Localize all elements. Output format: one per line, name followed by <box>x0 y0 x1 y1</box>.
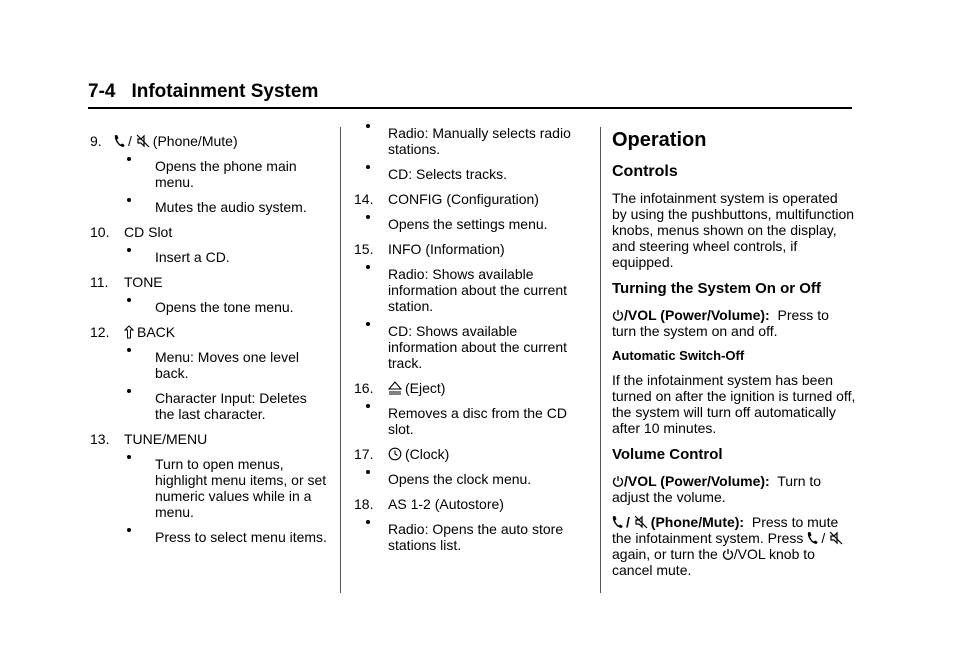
paragraph-phone-mute: / (Phone/Mute): Press to mute the infotainment system. Press / again, or turn the /VOL knob to cancel mute. <box>612 514 856 578</box>
list-item: Opens the clock menu. <box>354 471 586 487</box>
mute-icon <box>829 531 843 545</box>
list-item-18: 18. AS 1-2 (Autostore) <box>354 496 504 512</box>
list-item: Opens the phone main menu. <box>90 158 330 190</box>
phone-icon <box>807 531 818 545</box>
list-item: Opens the settings menu. <box>354 216 586 232</box>
list-item-12: 12. BACK <box>90 324 176 340</box>
page-number: 7-4 <box>88 81 116 102</box>
mute-icon <box>136 134 150 148</box>
list-item: CD: Selects tracks. <box>354 166 586 182</box>
list-item-16: 16. (Eject) <box>354 380 446 396</box>
list-item: Radio: Shows available information about the current station. <box>354 266 586 314</box>
paragraph-volume: /VOL (Power/Volume): Turn to adjust the volume. <box>612 473 822 505</box>
column-1 <box>90 133 330 554</box>
heading-turning-on-off: Turning the System On or Off <box>612 280 821 297</box>
power-icon <box>612 475 624 488</box>
list-item: Menu: Moves one level back. <box>90 349 330 381</box>
eject-icon <box>388 381 402 395</box>
list-item-9: 9. / (Phone/Mute) <box>90 133 238 149</box>
list-item-11: 11. TONE <box>90 274 163 290</box>
phone-icon <box>114 134 125 148</box>
phone-icon <box>612 515 623 529</box>
column-divider <box>340 127 341 593</box>
paragraph-controls: The infotainment system is operated by using the pushbuttons, multifunction knobs, menus shown on the display, and steering wheel controls, if equipped. <box>612 190 855 270</box>
column-3 <box>612 128 856 587</box>
list-item: Opens the tone menu. <box>90 299 330 315</box>
list-item: CD: Shows available information about the current track. <box>354 323 586 371</box>
list-item-10: 10. CD Slot <box>90 224 173 240</box>
list-item: Insert a CD. <box>90 249 330 265</box>
list-item-14: 14. CONFIG (Configuration) <box>354 191 539 207</box>
list-item: Radio: Manually selects radio stations. <box>354 125 586 157</box>
heading-controls: Controls <box>612 163 678 180</box>
clock-icon <box>388 447 402 461</box>
list-item: Removes a disc from the CD slot. <box>354 405 586 437</box>
back-arrow-icon <box>124 325 134 339</box>
list-item: Mutes the audio system. <box>90 199 330 215</box>
list-item: Radio: Opens the auto store stations list. <box>354 521 586 553</box>
paragraph-auto-switch-off: If the infotainment system has been turned on after the ignition is turned off, the system will turn off automatically after 10 minutes. <box>612 372 856 436</box>
paragraph-power: /VOL (Power/Volume): Press to turn the system on and off. <box>612 307 829 339</box>
list-item-17: 17. (Clock) <box>354 446 450 462</box>
subheading-auto-switch-off: Automatic Switch-Off <box>612 348 745 363</box>
list-item: Turn to open menus, highlight menu items, or set numeric values while in a menu. <box>90 456 330 520</box>
heading-volume-control: Volume Control <box>612 446 723 463</box>
page-header <box>88 80 852 109</box>
column-2 <box>354 125 586 562</box>
section-title: Infotainment System <box>131 81 319 102</box>
heading-operation: Operation <box>612 129 707 151</box>
page-title <box>88 80 852 109</box>
list-item-13: 13. TUNE/MENU <box>90 431 208 447</box>
list-item: Character Input: Deletes the last character. <box>90 390 330 422</box>
column-divider <box>600 127 601 593</box>
mute-icon <box>634 515 648 529</box>
list-item: Press to select menu items. <box>90 529 330 545</box>
power-icon <box>612 309 624 322</box>
list-item-15: 15. INFO (Information) <box>354 241 505 257</box>
power-icon <box>722 548 734 561</box>
